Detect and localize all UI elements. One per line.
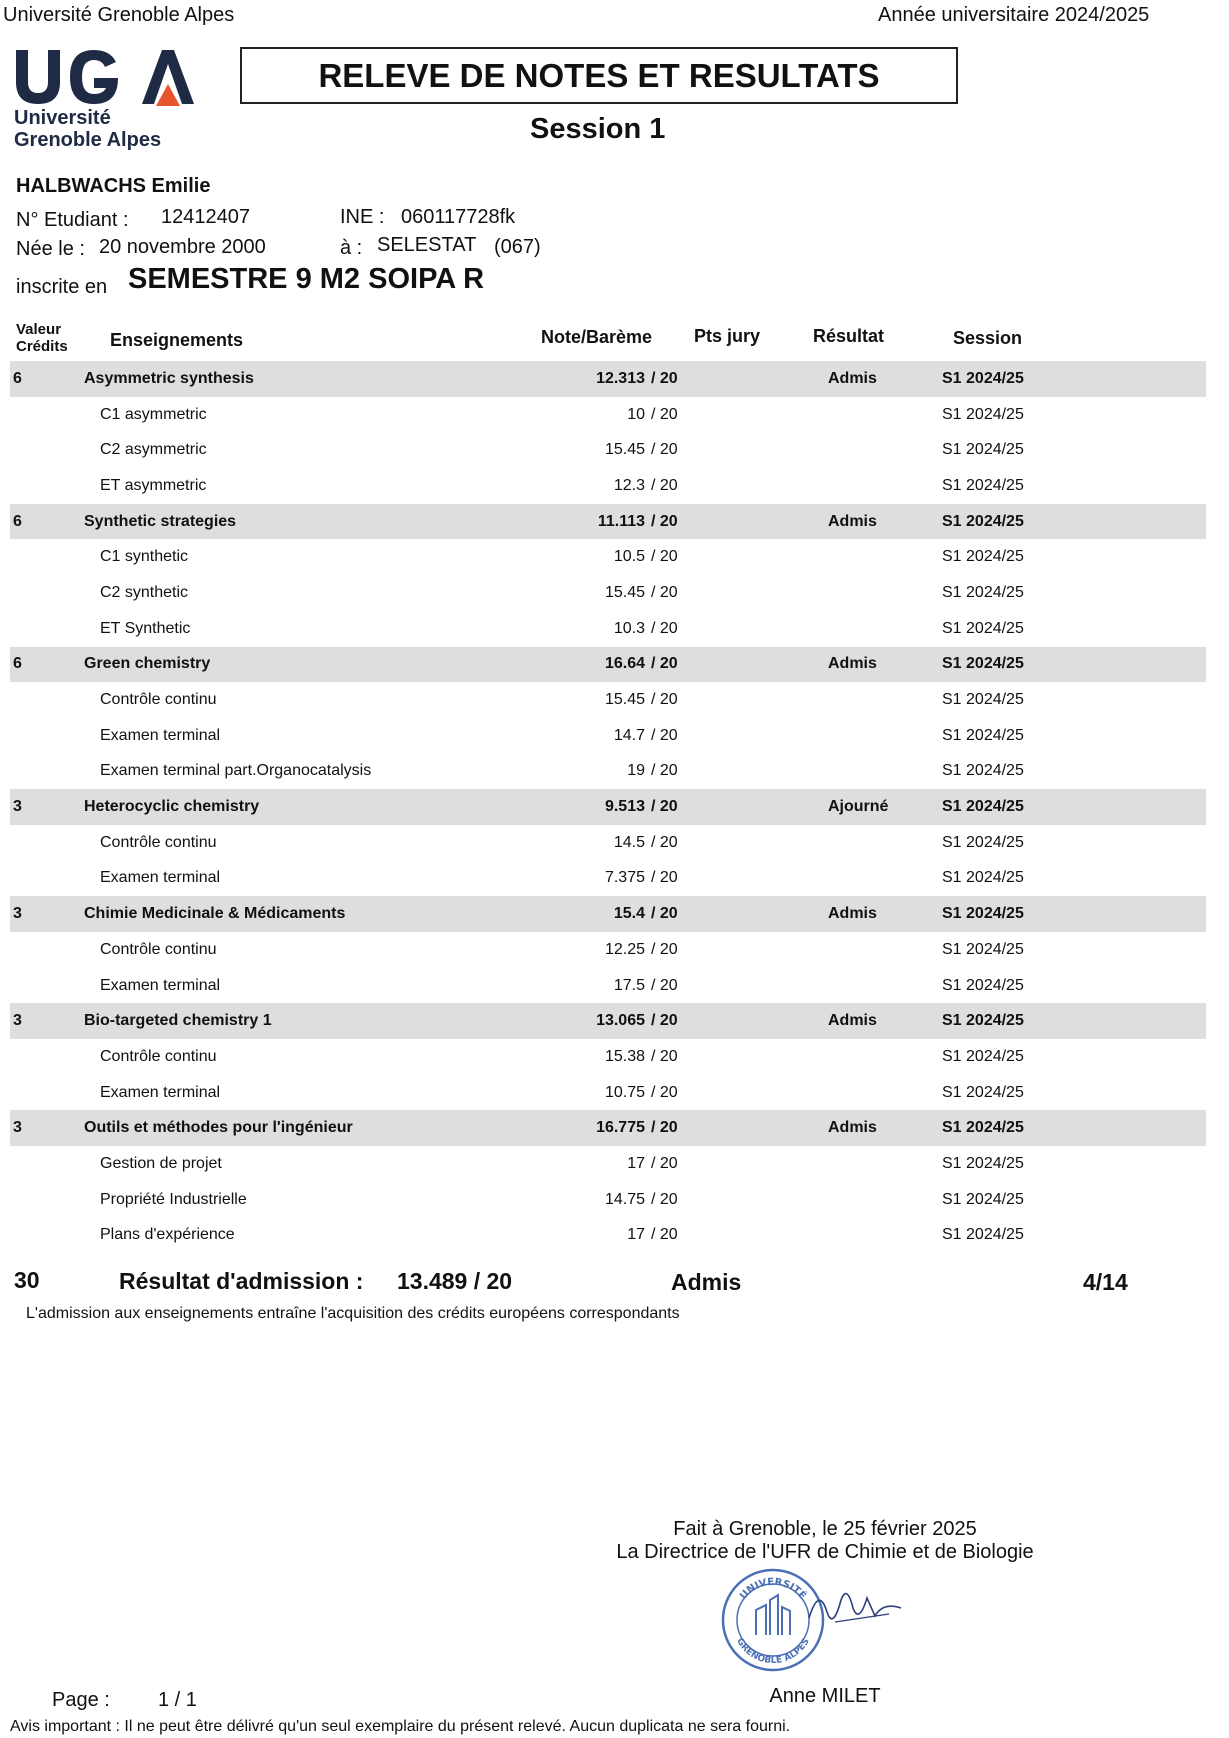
page-number: 1 / 1 — [158, 1689, 197, 1711]
grade-scale-cell: / 20 — [651, 1119, 678, 1137]
course-name-cell: Examen terminal — [100, 726, 221, 744]
grade-scale-cell: / 20 — [651, 1226, 678, 1244]
grade-scale-cell: / 20 — [651, 1047, 678, 1065]
grade-cell: 12.313 — [596, 369, 645, 387]
header-academic-year: Année universitaire 2024/2025 — [878, 4, 1150, 26]
column-course: Enseignements — [110, 330, 244, 350]
session-title: Session 1 — [530, 113, 666, 145]
grade-scale-cell: / 20 — [651, 1012, 678, 1030]
birth-date-label: Née le : — [16, 238, 85, 260]
grade-cell: 11.113 — [597, 512, 645, 530]
session-cell: S1 2024/25 — [942, 476, 1024, 494]
session-cell: S1 2024/25 — [942, 869, 1024, 887]
column-result: Résultat — [813, 326, 885, 346]
grade-cell: 15.45 — [604, 691, 645, 709]
ine-value: 060117728fk — [401, 206, 516, 228]
grade-cell: 10 — [627, 405, 645, 423]
uga-logo-text — [14, 107, 161, 151]
admission-result-value: 13.489 / 20 — [397, 1268, 513, 1294]
course-name-cell: C1 asymmetric — [100, 405, 207, 423]
grade-scale-cell: / 20 — [651, 548, 678, 566]
course-name-cell: ET asymmetric — [100, 476, 207, 494]
header-university: Université Grenoble Alpes — [3, 4, 235, 26]
grade-scale-cell: / 20 — [651, 976, 678, 994]
grade-cell: 7.375 — [604, 869, 645, 887]
session-cell: S1 2024/25 — [942, 1154, 1024, 1172]
signature-place-date: Fait à Grenoble, le 25 février 2025 — [673, 1518, 977, 1540]
birth-date-value: 20 novembre 2000 — [99, 236, 266, 258]
grade-cell: 17.5 — [613, 976, 645, 994]
session-cell: S1 2024/25 — [942, 691, 1024, 709]
course-name-cell: Contrôle continu — [100, 833, 217, 851]
course-unit-row — [10, 504, 1206, 540]
session-cell: S1 2024/25 — [942, 1190, 1024, 1208]
grade-scale-cell: / 20 — [651, 798, 678, 816]
session-cell: S1 2024/25 — [942, 655, 1024, 673]
session-cell: S1 2024/25 — [942, 726, 1024, 744]
result-cell: Admis — [828, 655, 877, 673]
course-element-row — [10, 682, 1206, 718]
grade-cell: 14.75 — [604, 1190, 645, 1208]
grade-scale-cell: / 20 — [651, 512, 678, 530]
course-name-cell: Propriété Industrielle — [100, 1190, 247, 1208]
signatory-name: Anne MILET — [769, 1685, 881, 1707]
grade-scale-cell: / 20 — [651, 905, 678, 923]
birth-place-code: (067) — [494, 236, 541, 258]
session-cell: S1 2024/25 — [942, 1012, 1024, 1030]
grade-cell: 15.45 — [604, 441, 645, 459]
course-unit-row — [10, 1110, 1206, 1146]
session-cell: S1 2024/25 — [942, 940, 1024, 958]
birth-place-label: à : — [340, 237, 363, 259]
course-unit-row — [10, 361, 1206, 397]
course-name-cell: Contrôle continu — [100, 940, 217, 958]
result-cell: Ajourné — [828, 798, 889, 816]
credits-cell: 6 — [13, 512, 22, 530]
grade-cell: 10.3 — [613, 619, 645, 637]
credits-cell: 3 — [13, 1119, 22, 1137]
grade-scale-cell: / 20 — [651, 583, 678, 601]
course-name-cell: Green chemistry — [84, 655, 211, 673]
student-id-value: 12412407 — [161, 206, 250, 228]
course-element-row — [10, 1075, 1206, 1111]
course-element-row — [10, 968, 1206, 1004]
course-name-cell: Gestion de projet — [100, 1154, 222, 1172]
course-name-cell: Examen terminal — [100, 1083, 221, 1101]
credits-cell: 3 — [13, 798, 22, 816]
grade-cell: 16.775 — [596, 1119, 645, 1137]
grade-scale-cell: / 20 — [651, 1154, 678, 1172]
course-element-row — [10, 1218, 1206, 1254]
grade-cell: 17 — [627, 1154, 645, 1172]
course-name-cell: Plans d'expérience — [100, 1226, 235, 1244]
grade-scale-cell: / 20 — [651, 762, 678, 780]
session-cell: S1 2024/25 — [942, 976, 1024, 994]
course-name-cell: C1 synthetic — [100, 548, 189, 566]
grades-table — [10, 361, 1206, 1253]
course-unit-row — [10, 647, 1206, 683]
course-unit-row — [10, 1003, 1206, 1039]
grade-scale-cell: / 20 — [651, 726, 678, 744]
grade-scale-cell: / 20 — [651, 869, 678, 887]
page-label: Page : — [52, 1689, 110, 1711]
session-cell: S1 2024/25 — [942, 762, 1024, 780]
birth-place-value: SELESTAT — [377, 234, 477, 256]
grade-cell: 15.4 — [613, 905, 645, 923]
grade-cell: 12.3 — [613, 476, 645, 494]
grade-scale-cell: / 20 — [651, 655, 678, 673]
grade-scale-cell: / 20 — [651, 619, 678, 637]
grade-cell: 17 — [627, 1226, 645, 1244]
course-name-cell: ET Synthetic — [100, 619, 191, 637]
course-name-cell: Chimie Medicinale & Médicaments — [84, 905, 346, 923]
grade-scale-cell: / 20 — [651, 940, 678, 958]
logo-line-1: Université — [14, 107, 111, 129]
session-cell: S1 2024/25 — [942, 441, 1024, 459]
course-name-cell: Examen terminal — [100, 869, 221, 887]
session-cell: S1 2024/25 — [942, 1083, 1024, 1101]
grade-cell: 14.5 — [613, 833, 645, 851]
course-name-cell: Examen terminal part.Organocatalysis — [100, 762, 372, 780]
grade-cell: 14.7 — [613, 726, 645, 744]
course-element-row — [10, 718, 1206, 754]
grade-cell: 9.513 — [604, 798, 645, 816]
column-credits-line-2: Crédits — [16, 338, 68, 355]
enrolled-label: inscrite en — [16, 276, 108, 298]
admission-result-label: Résultat d'admission : — [119, 1268, 364, 1294]
result-cell: Admis — [828, 369, 877, 387]
class-rank: 4/14 — [1083, 1269, 1128, 1295]
grade-scale-cell: / 20 — [651, 476, 678, 494]
course-element-row — [10, 1182, 1206, 1218]
enrolled-program: SEMESTRE 9 M2 SOIPA R — [128, 263, 485, 295]
course-unit-row — [10, 896, 1206, 932]
grade-scale-cell: / 20 — [651, 691, 678, 709]
course-element-row — [10, 575, 1206, 611]
session-cell: S1 2024/25 — [942, 905, 1024, 923]
course-element-row — [10, 1146, 1206, 1182]
result-cell: Admis — [828, 512, 877, 530]
handwritten-signature — [805, 1578, 905, 1638]
grade-scale-cell: / 20 — [651, 1083, 678, 1101]
column-credits-line-1: Valeur — [16, 321, 62, 338]
grade-cell: 10.5 — [613, 548, 645, 566]
column-credits — [16, 321, 68, 355]
important-notice: Avis important : Il ne peut être délivré qu'un seul exemplaire du présent relevé. Aucun duplicata ne sera fourni. — [10, 1718, 791, 1735]
stamp-bottom-text: GRENOBLE ALPES — [734, 1636, 812, 1667]
course-element-row — [10, 825, 1206, 861]
course-element-row — [10, 468, 1206, 504]
total-credits: 30 — [14, 1267, 40, 1293]
credits-cell: 6 — [13, 369, 22, 387]
course-name-cell: Asymmetric synthesis — [84, 369, 254, 387]
course-name-cell: Examen terminal — [100, 976, 221, 994]
student-id-label: N° Etudiant : — [16, 209, 129, 231]
credits-cell: 3 — [13, 905, 22, 923]
grade-cell: 15.45 — [604, 583, 645, 601]
session-cell: S1 2024/25 — [942, 1047, 1024, 1065]
course-name-cell: Contrôle continu — [100, 691, 217, 709]
column-grade: Note/Barème — [541, 327, 653, 347]
column-jury: Pts jury — [694, 326, 761, 346]
session-cell: S1 2024/25 — [942, 619, 1024, 637]
course-element-row — [10, 432, 1206, 468]
course-element-row — [10, 861, 1206, 897]
signature-role: La Directrice de l'UFR de Chimie et de Biologie — [616, 1541, 1034, 1563]
admission-result-status: Admis — [671, 1269, 742, 1295]
session-cell: S1 2024/25 — [942, 512, 1024, 530]
course-element-row — [10, 611, 1206, 647]
course-name-cell: Heterocyclic chemistry — [84, 798, 260, 816]
course-element-row — [10, 754, 1206, 790]
grade-scale-cell: / 20 — [651, 405, 678, 423]
grade-cell: 19 — [627, 762, 645, 780]
result-cell: Admis — [828, 1119, 877, 1137]
document-title: RELEVE DE NOTES ET RESULTATS — [240, 47, 958, 104]
uga-logo-mark — [14, 48, 194, 108]
student-name: HALBWACHS Emilie — [16, 175, 211, 197]
course-name-cell: Synthetic strategies — [84, 512, 237, 530]
session-cell: S1 2024/25 — [942, 369, 1024, 387]
session-cell: S1 2024/25 — [942, 1226, 1024, 1244]
course-name-cell: Outils et méthodes pour l'ingénieur — [84, 1119, 353, 1137]
session-cell: S1 2024/25 — [942, 583, 1024, 601]
grade-cell: 16.64 — [604, 655, 645, 673]
credits-cell: 6 — [13, 655, 22, 673]
course-element-row — [10, 932, 1206, 968]
ine-label: INE : — [340, 206, 385, 228]
course-name-cell: Contrôle continu — [100, 1047, 217, 1065]
stamp-top-text: UNIVERSITÉ — [738, 1576, 808, 1602]
logo-line-2: Grenoble Alpes — [14, 129, 162, 151]
course-unit-row — [10, 789, 1206, 825]
grade-scale-cell: / 20 — [651, 369, 678, 387]
session-cell: S1 2024/25 — [942, 798, 1024, 816]
grade-cell: 13.065 — [596, 1012, 645, 1030]
course-element-row — [10, 1039, 1206, 1075]
grade-cell: 12.25 — [604, 940, 645, 958]
session-cell: S1 2024/25 — [942, 1119, 1024, 1137]
credits-cell: 3 — [13, 1012, 22, 1030]
admission-note: L'admission aux enseignements entraîne l'acquisition des crédits européens correspondants — [26, 1305, 680, 1322]
result-cell: Admis — [828, 1012, 877, 1030]
session-cell: S1 2024/25 — [942, 548, 1024, 566]
grade-cell: 10.75 — [604, 1083, 645, 1101]
grade-scale-cell: / 20 — [651, 1190, 678, 1208]
grade-scale-cell: / 20 — [651, 441, 678, 459]
result-cell: Admis — [828, 905, 877, 923]
course-name-cell: Bio-targeted chemistry 1 — [84, 1012, 272, 1030]
session-cell: S1 2024/25 — [942, 405, 1024, 423]
course-name-cell: C2 synthetic — [100, 583, 189, 601]
course-element-row — [10, 397, 1206, 433]
course-name-cell: C2 asymmetric — [100, 441, 207, 459]
column-session: Session — [953, 328, 1023, 348]
course-element-row — [10, 539, 1206, 575]
grade-cell: 15.38 — [604, 1047, 645, 1065]
session-cell: S1 2024/25 — [942, 833, 1024, 851]
grade-scale-cell: / 20 — [651, 833, 678, 851]
